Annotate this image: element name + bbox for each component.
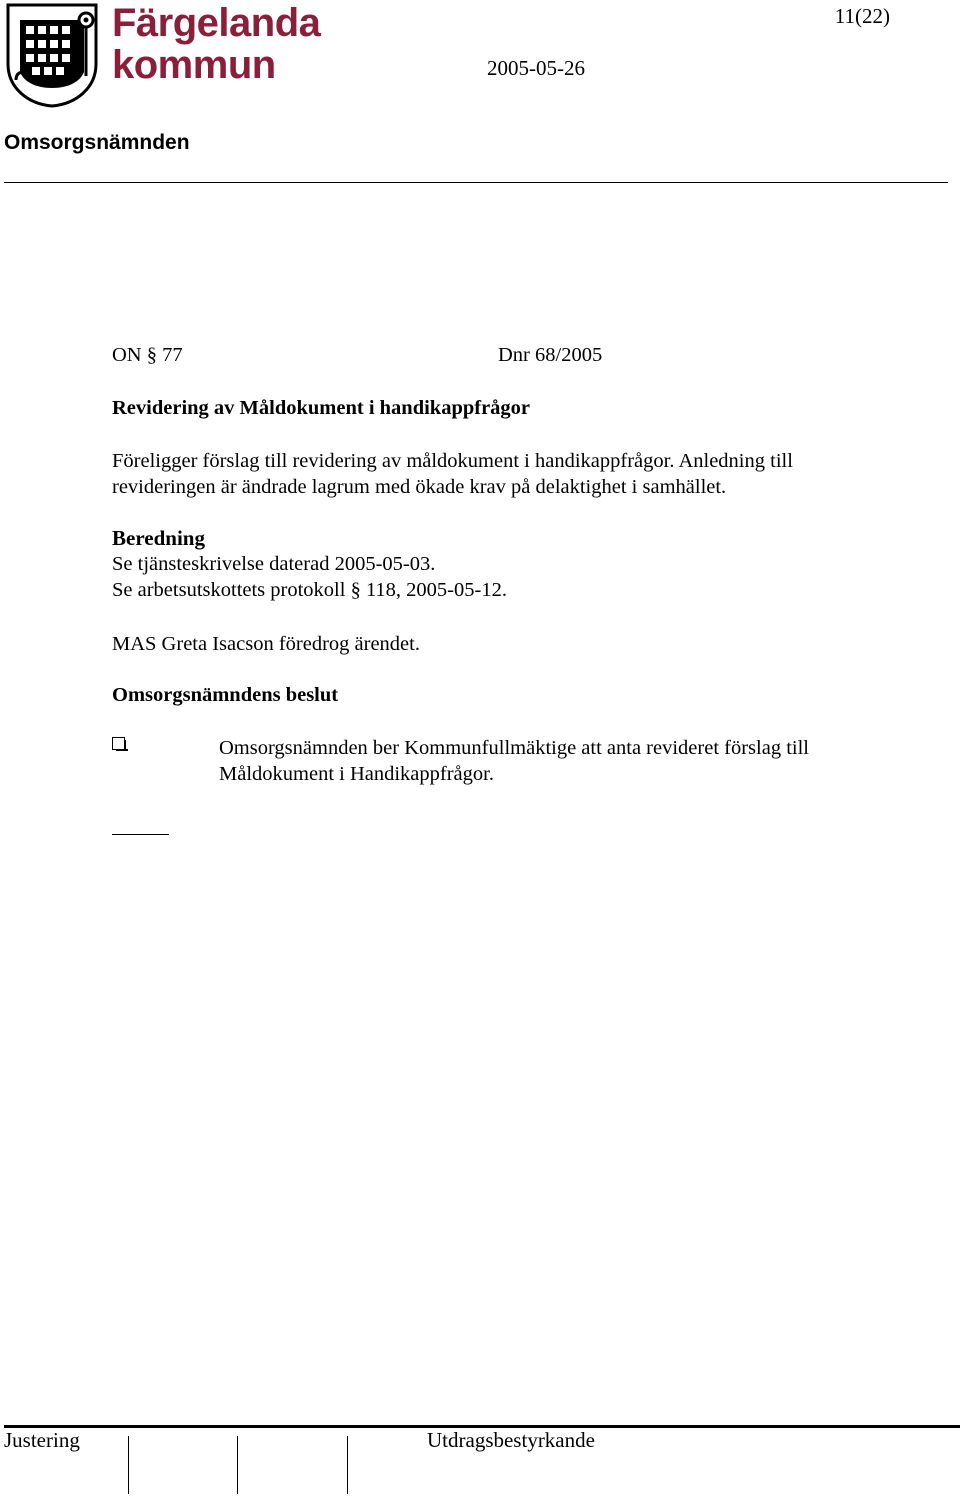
signature-box-divider	[347, 1436, 348, 1494]
decision-line-2: Måldokument i Handikappfrågor.	[219, 763, 494, 785]
intro-line-2: revideringen är ändrade lagrum med ökade krav på delaktighet i samhället.	[112, 476, 727, 498]
municipality-logo	[4, 1, 321, 110]
end-rule	[112, 834, 169, 835]
footer-justering-label: Justering	[4, 1428, 80, 1452]
document-date: 2005-05-26	[487, 56, 585, 80]
municipal-coat-of-arms-icon	[4, 2, 100, 108]
footer-utdrag-label: Utdragsbestyrkande	[427, 1428, 595, 1452]
preparation-heading: Beredning	[112, 526, 205, 550]
page-number: 11(22)	[834, 4, 890, 28]
signature-box-divider	[128, 1436, 129, 1494]
preparation-section	[112, 525, 507, 603]
preparation-line-2: Se arbetsutskottets protokoll § 118, 2005-05-12.	[112, 579, 507, 601]
preparation-line-1: Se tjänsteskrivelse daterad 2005-05-03.	[112, 553, 436, 575]
signature-box-divider	[237, 1436, 238, 1494]
decision-heading: Omsorgsnämndens beslut	[112, 684, 339, 706]
header-divider	[4, 182, 948, 183]
decision-line-1: Omsorgsnämnden ber Kommunfullmäktige att anta revideret förslag till	[219, 737, 809, 759]
decision-text	[219, 735, 809, 787]
decision-checkbox	[112, 737, 125, 750]
presented-by: MAS Greta Isacson föredrog ärendet.	[112, 633, 420, 655]
intro-line-1: Föreligger förslag till revidering av måldokument i handikappfrågor. Anledning till	[112, 450, 793, 472]
committee-name: Omsorgsnämnden	[4, 131, 190, 154]
dnr-reference: Dnr 68/2005	[498, 344, 603, 366]
item-title: Revidering av Måldokument i handikappfrågor	[112, 397, 531, 419]
intro-paragraph	[112, 448, 793, 500]
paragraph-reference: ON § 77	[112, 344, 183, 366]
logo-line-1: Färgelanda	[112, 1, 321, 45]
logo-line-2: kommun	[112, 43, 276, 87]
